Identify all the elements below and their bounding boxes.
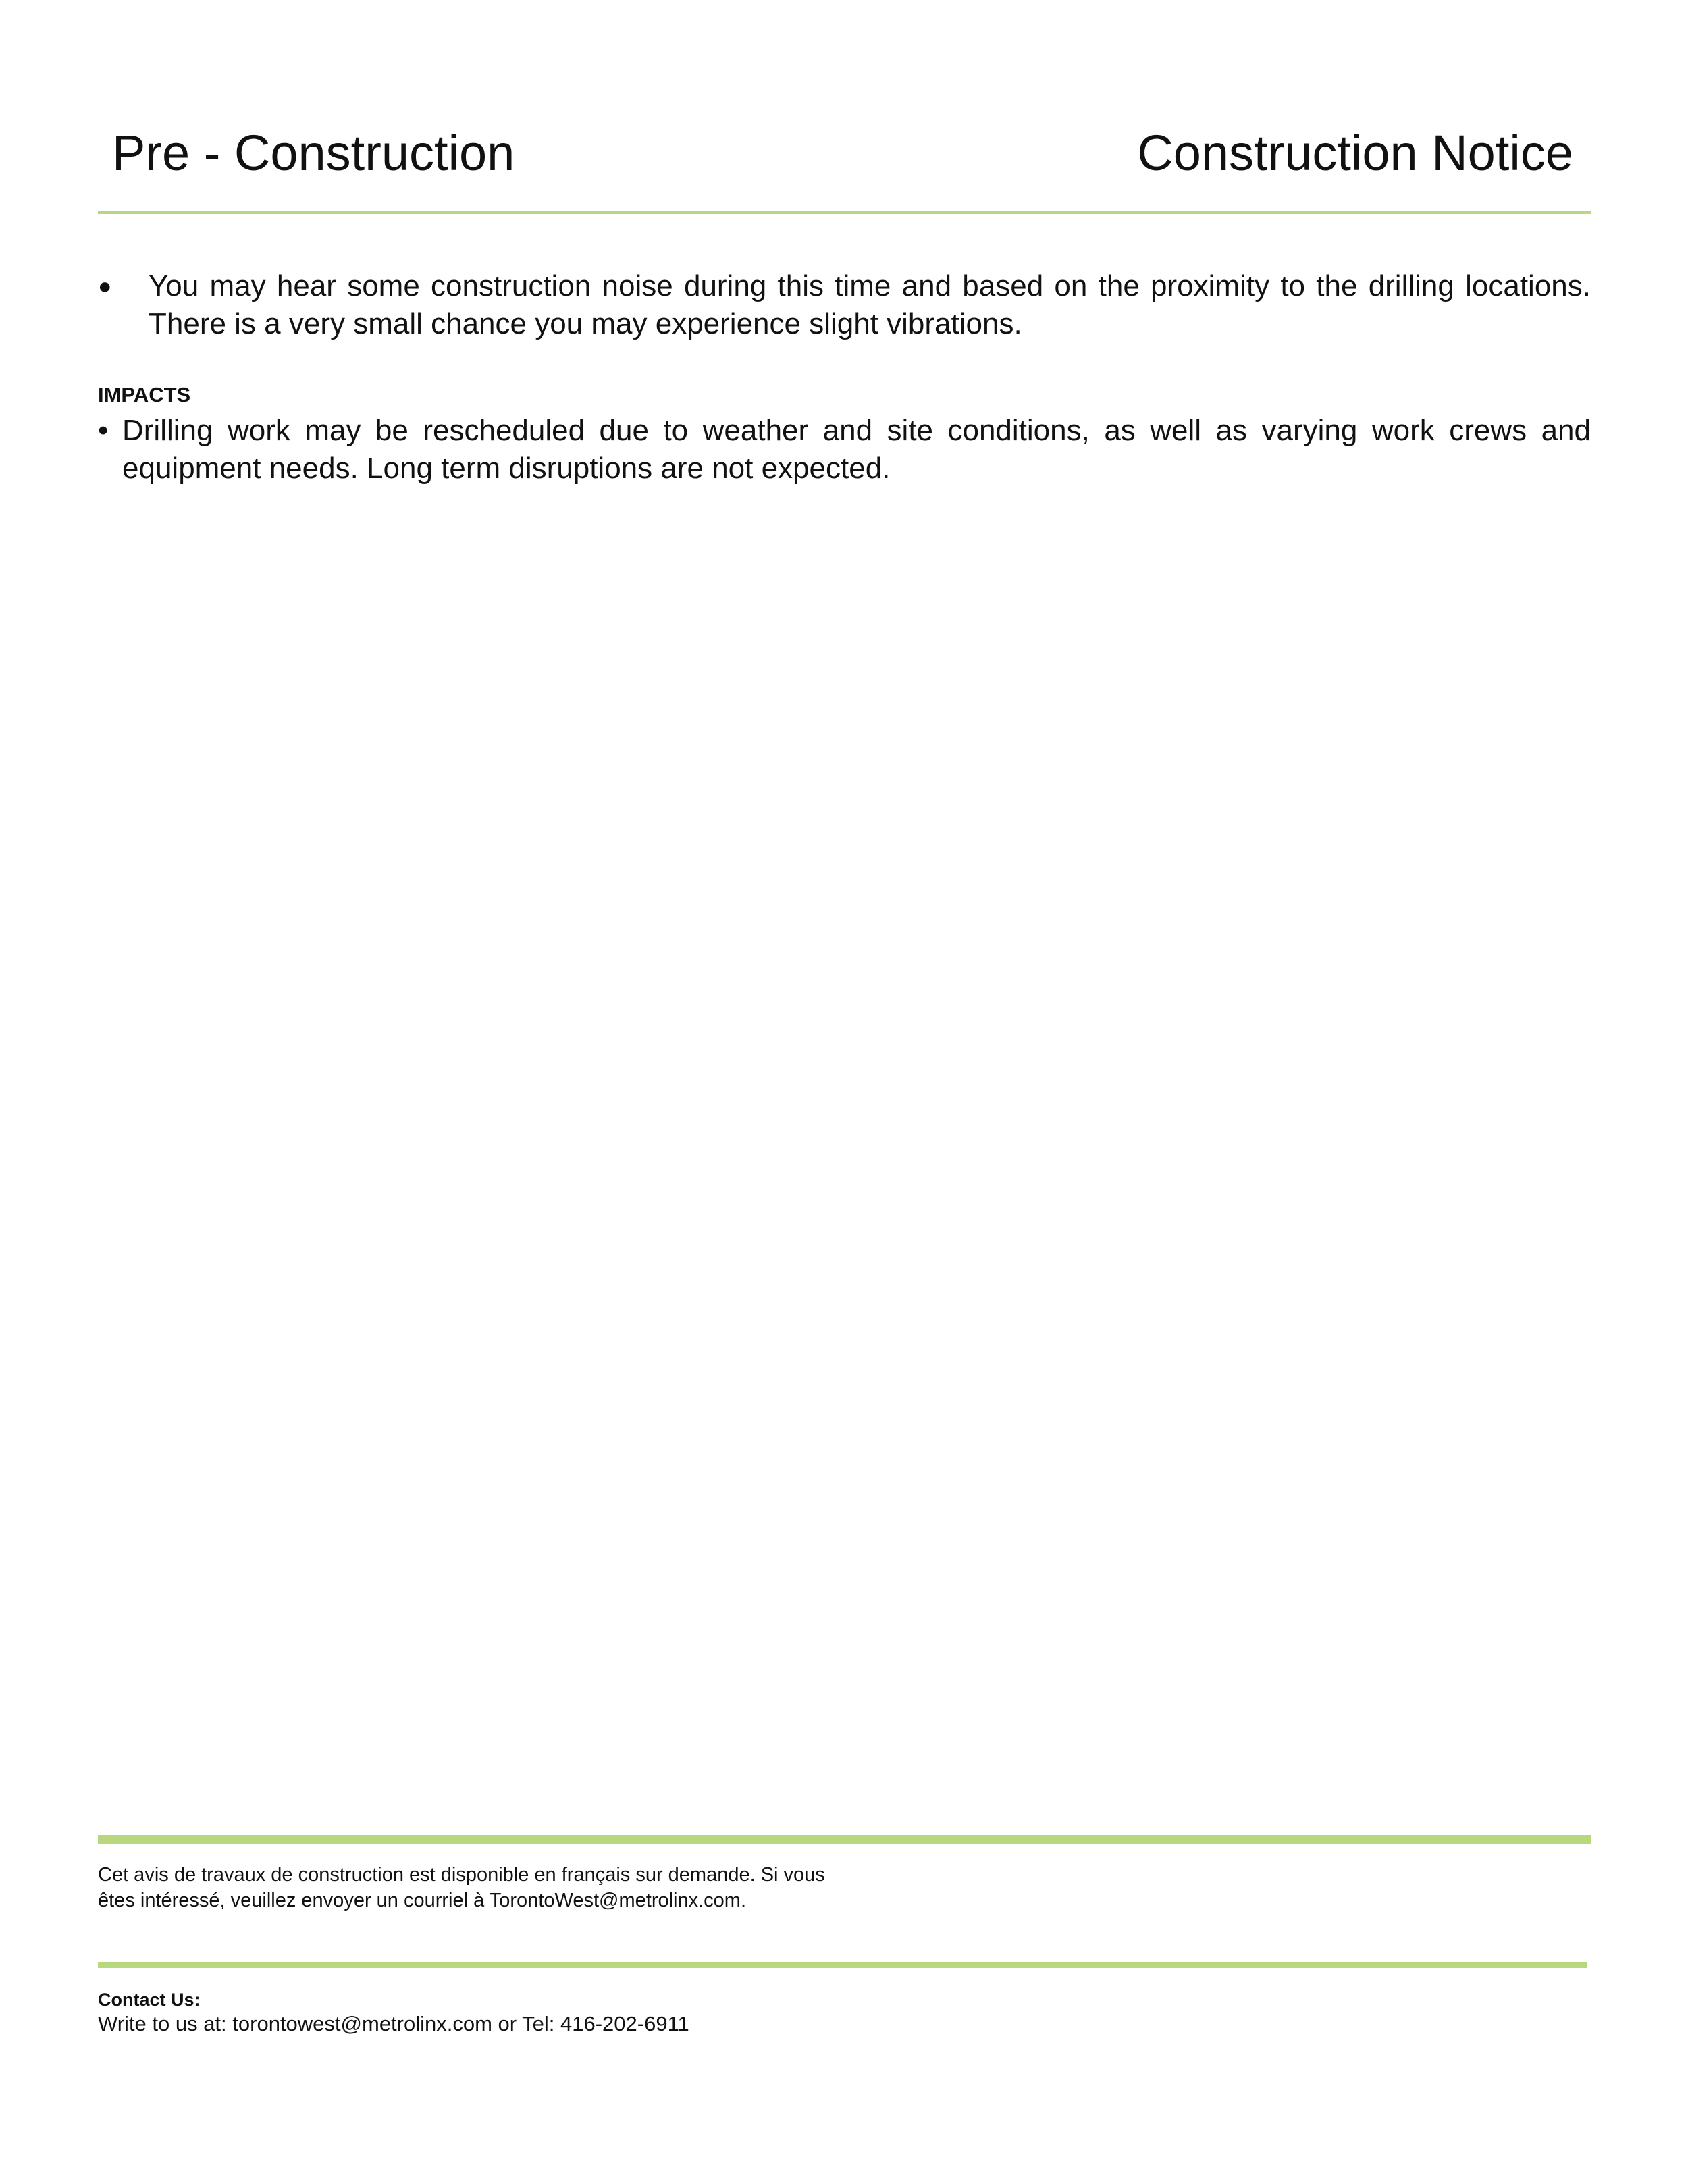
contact-details: Write to us at: torontowest@metrolinx.com or Tel: 416-202-6911 (98, 2012, 689, 2035)
impacts-bullet-item (98, 412, 1591, 487)
impacts-bullet-text: Drilling work may be rescheduled due to weather and site conditions, as well as varying work crews and equipment needs. Long term disruptions are not expected. (122, 414, 1591, 485)
french-availability-note: Cet avis de travaux de construction est disponible en français sur demande. Si vous êtes intéressé, veuillez envoyer un courriel à TorontoWest@metrolinx.com. (98, 1864, 825, 1911)
bullet-marker: ● (98, 273, 112, 299)
header-divider (98, 211, 1591, 214)
document-type-title: Construction Notice (1137, 125, 1573, 181)
noise-bullet-item (98, 267, 1591, 343)
footer-divider-top (98, 1835, 1591, 1844)
contact-heading: Contact Us: (98, 1990, 201, 2010)
bullet-marker: • (98, 414, 109, 447)
footer-divider-bottom (98, 1962, 1587, 1968)
document-category-title: Pre - Construction (112, 125, 515, 181)
impacts-heading: IMPACTS (98, 383, 191, 406)
noise-bullet-text: You may hear some construction noise during this time and based on the proximity to the drilling locations. There is a very small chance you may experience slight vibrations. (149, 269, 1591, 340)
